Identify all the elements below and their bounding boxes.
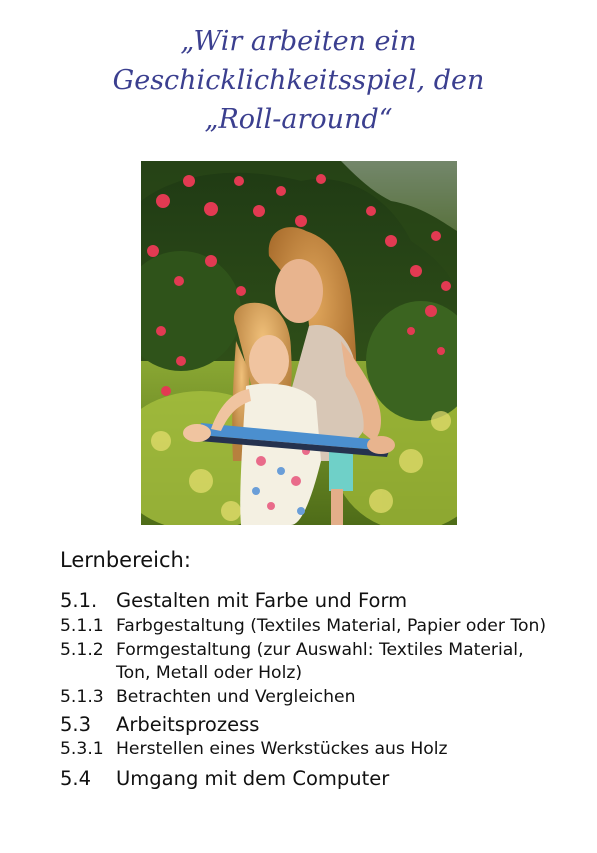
item-number: 5.1.1	[60, 616, 104, 636]
list-item	[60, 639, 560, 685]
item-text: Umgang mit dem Computer	[116, 767, 390, 790]
item-text: Arbeitsprozess	[116, 713, 260, 736]
lernbereich-heading: Lernbereich:	[60, 548, 191, 572]
title-line-1: „Wir arbeiten ein	[180, 26, 417, 57]
list-item	[60, 588, 560, 614]
page-title	[0, 22, 597, 139]
photo-children-playing	[141, 161, 457, 525]
item-number: 5.1.	[60, 589, 98, 612]
item-number: 5.1.3	[60, 687, 104, 707]
item-text: Gestalten mit Farbe und Form	[116, 589, 408, 612]
item-text: Farbgestaltung (Textiles Material, Papier oder Ton)	[116, 616, 547, 636]
item-number: 5.3	[60, 713, 92, 736]
item-text: Herstellen eines Werkstückes aus Holz	[116, 739, 448, 759]
title-line-2: Geschicklichkeitsspiel, den	[112, 65, 485, 96]
item-number: 5.4	[60, 767, 92, 790]
item-text: Betrachten und Vergleichen	[116, 687, 356, 707]
list-item	[60, 766, 560, 792]
title-line-3: „Roll-around“	[204, 104, 393, 135]
item-number: 5.3.1	[60, 739, 104, 759]
lernbereich-list	[60, 588, 560, 792]
item-text: Formgestaltung (zur Auswahl: Textiles Material, Ton, Metall oder Holz)	[116, 640, 524, 683]
list-item	[60, 686, 560, 709]
item-number: 5.1.2	[60, 640, 104, 660]
list-item	[60, 738, 560, 761]
list-item	[60, 615, 560, 638]
list-item	[60, 712, 560, 738]
photo-illustration	[141, 161, 457, 525]
